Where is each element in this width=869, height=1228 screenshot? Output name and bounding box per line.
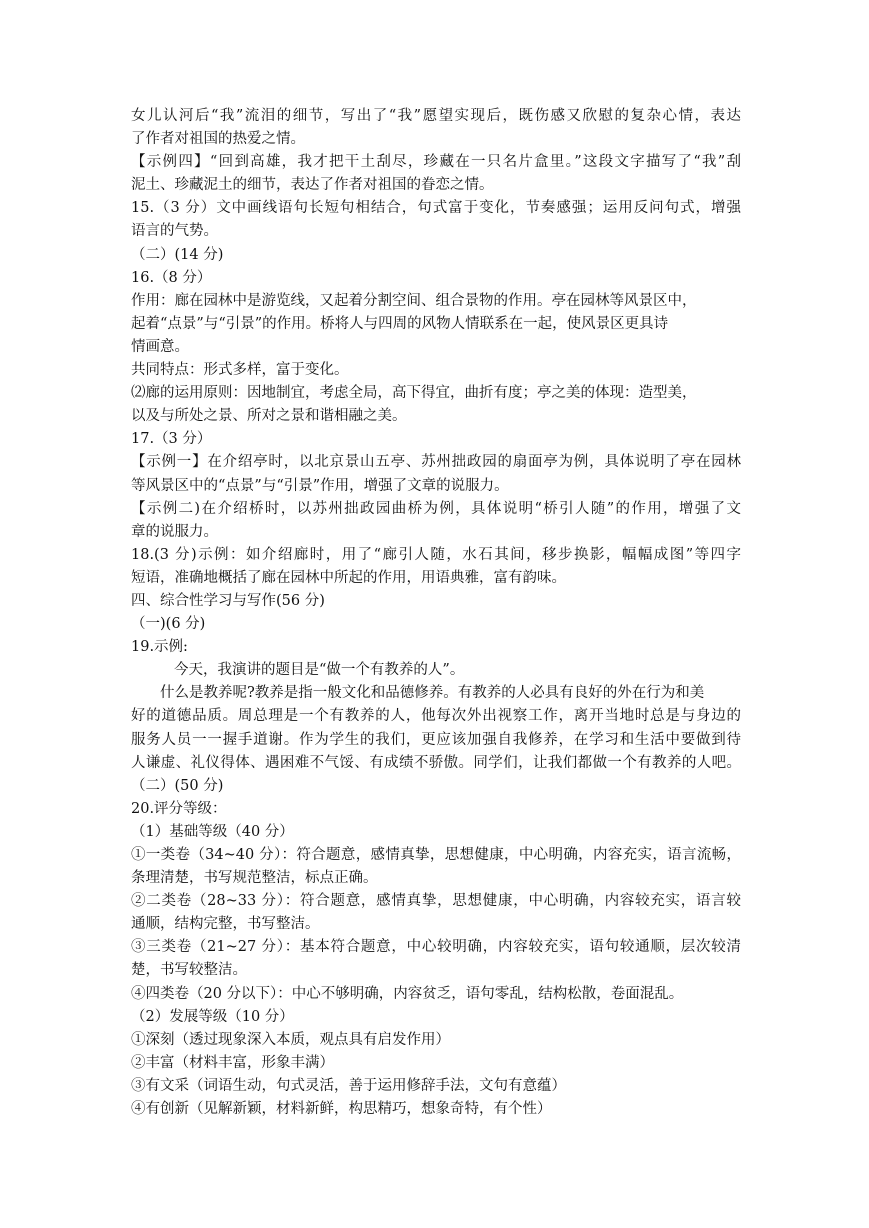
text-line: 条理清楚，书写规范整洁，标点正确。 bbox=[131, 870, 378, 887]
text-line: 18.(3 分)示例：如介绍廊时，用了“廊引人随，水石其间，移步换影，幅幅成图”等四字 bbox=[131, 546, 741, 563]
text-line: 20.评分等级： bbox=[131, 800, 227, 817]
text-line: ②二类卷（28~33 分）：符合题意，感情真挚，思想健康，中心明确，内容较充实，语言较 bbox=[131, 893, 741, 910]
text-line: （二）(50 分) bbox=[131, 777, 224, 794]
text-line: 四、综合性学习与写作(56 分) bbox=[131, 592, 325, 609]
text-line: 【示例一】在介绍亭时，以北京景山五亭、苏州拙政园的扇面亭为例，具体说明了亭在园林 bbox=[131, 454, 741, 471]
text-line: ③三类卷（21~27 分）：基本符合题意，中心较明确，内容较充实，语句较通顺，层次较清 bbox=[131, 939, 741, 956]
text-line: 服务人员一一握手道谢。作为学生的我们，更应该加强自我修养，在学习和生活中要做到待 bbox=[131, 731, 741, 748]
text-line: 共同特点：形式多样，富于变化。 bbox=[131, 362, 349, 379]
text-line: ①一类卷（34~40 分）：符合题意，感情真挚，思想健康，中心明确，内容充实，语言流畅， bbox=[131, 847, 741, 863]
text-line: 【示例四】“回到高雄，我才把干土刮尽，珍藏在一只名片盒里。”这段文字描写了“我”刮 bbox=[131, 154, 741, 171]
text-line: 作用：廊在园林中是游览线，又起着分割空间、组合景物的作用。亭在园林等风景区中， bbox=[131, 292, 697, 309]
text-line: 等风景区中的“点景”与“引景”作用，增强了文章的说服力。 bbox=[131, 477, 509, 494]
text-line: 起着“点景”与“引景”的作用。桥将人与四周的风物人情联系在一起，使风景区更具诗 bbox=[131, 315, 669, 332]
text-line: 人谦虚、礼仪得体、遇困难不气馁、有成绩不骄傲。同学们，让我们都做一个有教养的人吧。 bbox=[131, 754, 741, 771]
text-line: 通顺，结构完整，书写整洁。 bbox=[131, 916, 320, 933]
text-line: ②丰富（材料丰富，形象丰满） bbox=[131, 1054, 334, 1071]
text-line: 【示例二)在介绍桥时，以苏州拙政园曲桥为例，具体说明“桥引人随”的作用，增强了文 bbox=[131, 500, 741, 517]
text-line: ④四类卷（20 分以下）：中心不够明确，内容贫乏，语句零乱，结构松散，卷面混乱。 bbox=[131, 985, 684, 1002]
text-line: （一)(6 分) bbox=[131, 616, 206, 633]
answer-key-page bbox=[131, 105, 741, 1121]
text-line: 语言的气势。 bbox=[131, 223, 218, 240]
text-line: 16.（8 分） bbox=[131, 269, 212, 286]
text-line: ①深刻（透过现象深入本质，观点具有启发作用） bbox=[131, 1031, 450, 1048]
text-line: 了作者对祖国的热爱之情。 bbox=[131, 131, 305, 148]
text-line: （2）发展等级（10 分） bbox=[131, 1008, 294, 1025]
text-line: 女儿认河后“我”流泪的细节，写出了“我”愿望实现后，既伤感又欣慰的复杂心情，表达 bbox=[131, 108, 741, 124]
text-line: 好的道德品质。周总理是一个有教养的人，他每次外出视察工作，离开当地时总是与身边的 bbox=[131, 708, 741, 725]
text-line: 泥土、珍藏泥土的细节，表达了作者对祖国的眷恋之情。 bbox=[131, 177, 494, 194]
text-line: 今天，我演讲的题目是“做一个有教养的人”。 bbox=[174, 662, 465, 679]
text-line: ⑵廊的运用原则：因地制宜，考虑全局，高下得宜，曲折有度；亭之美的体现：造型美， bbox=[131, 385, 697, 402]
text-line: 短语，准确地概括了廊在园林中所起的作用，用语典雅，富有韵味。 bbox=[131, 569, 566, 586]
text-line: 楚，书写较整洁。 bbox=[131, 962, 247, 979]
text-line: （二）(14 分) bbox=[131, 246, 224, 263]
text-line: 15.（3 分）文中画线语句长短句相结合，句式富于变化，节奏感强；运用反问句式，增强 bbox=[131, 200, 741, 217]
text-line: ③有文采（词语生动，句式灵活，善于运用修辞手法，文句有意蕴） bbox=[131, 1077, 566, 1094]
text-line: 19.示例: bbox=[131, 639, 188, 656]
text-line: （1）基础等级（40 分） bbox=[131, 823, 294, 840]
text-line: 情画意。 bbox=[131, 338, 189, 355]
text-line: 17.（3 分） bbox=[131, 431, 212, 448]
text-line: ④有创新（见解新颖，材料新鲜，构思精巧，想象奇特，有个性） bbox=[131, 1101, 552, 1118]
text-line: 什么是教养呢?教养是指一般文化和品德修养。有教养的人必具有良好的外在行为和美 bbox=[160, 685, 705, 702]
text-line: 章的说服力。 bbox=[131, 523, 218, 540]
text-line: 以及与所处之景、所对之景和谐相融之美。 bbox=[131, 408, 407, 425]
